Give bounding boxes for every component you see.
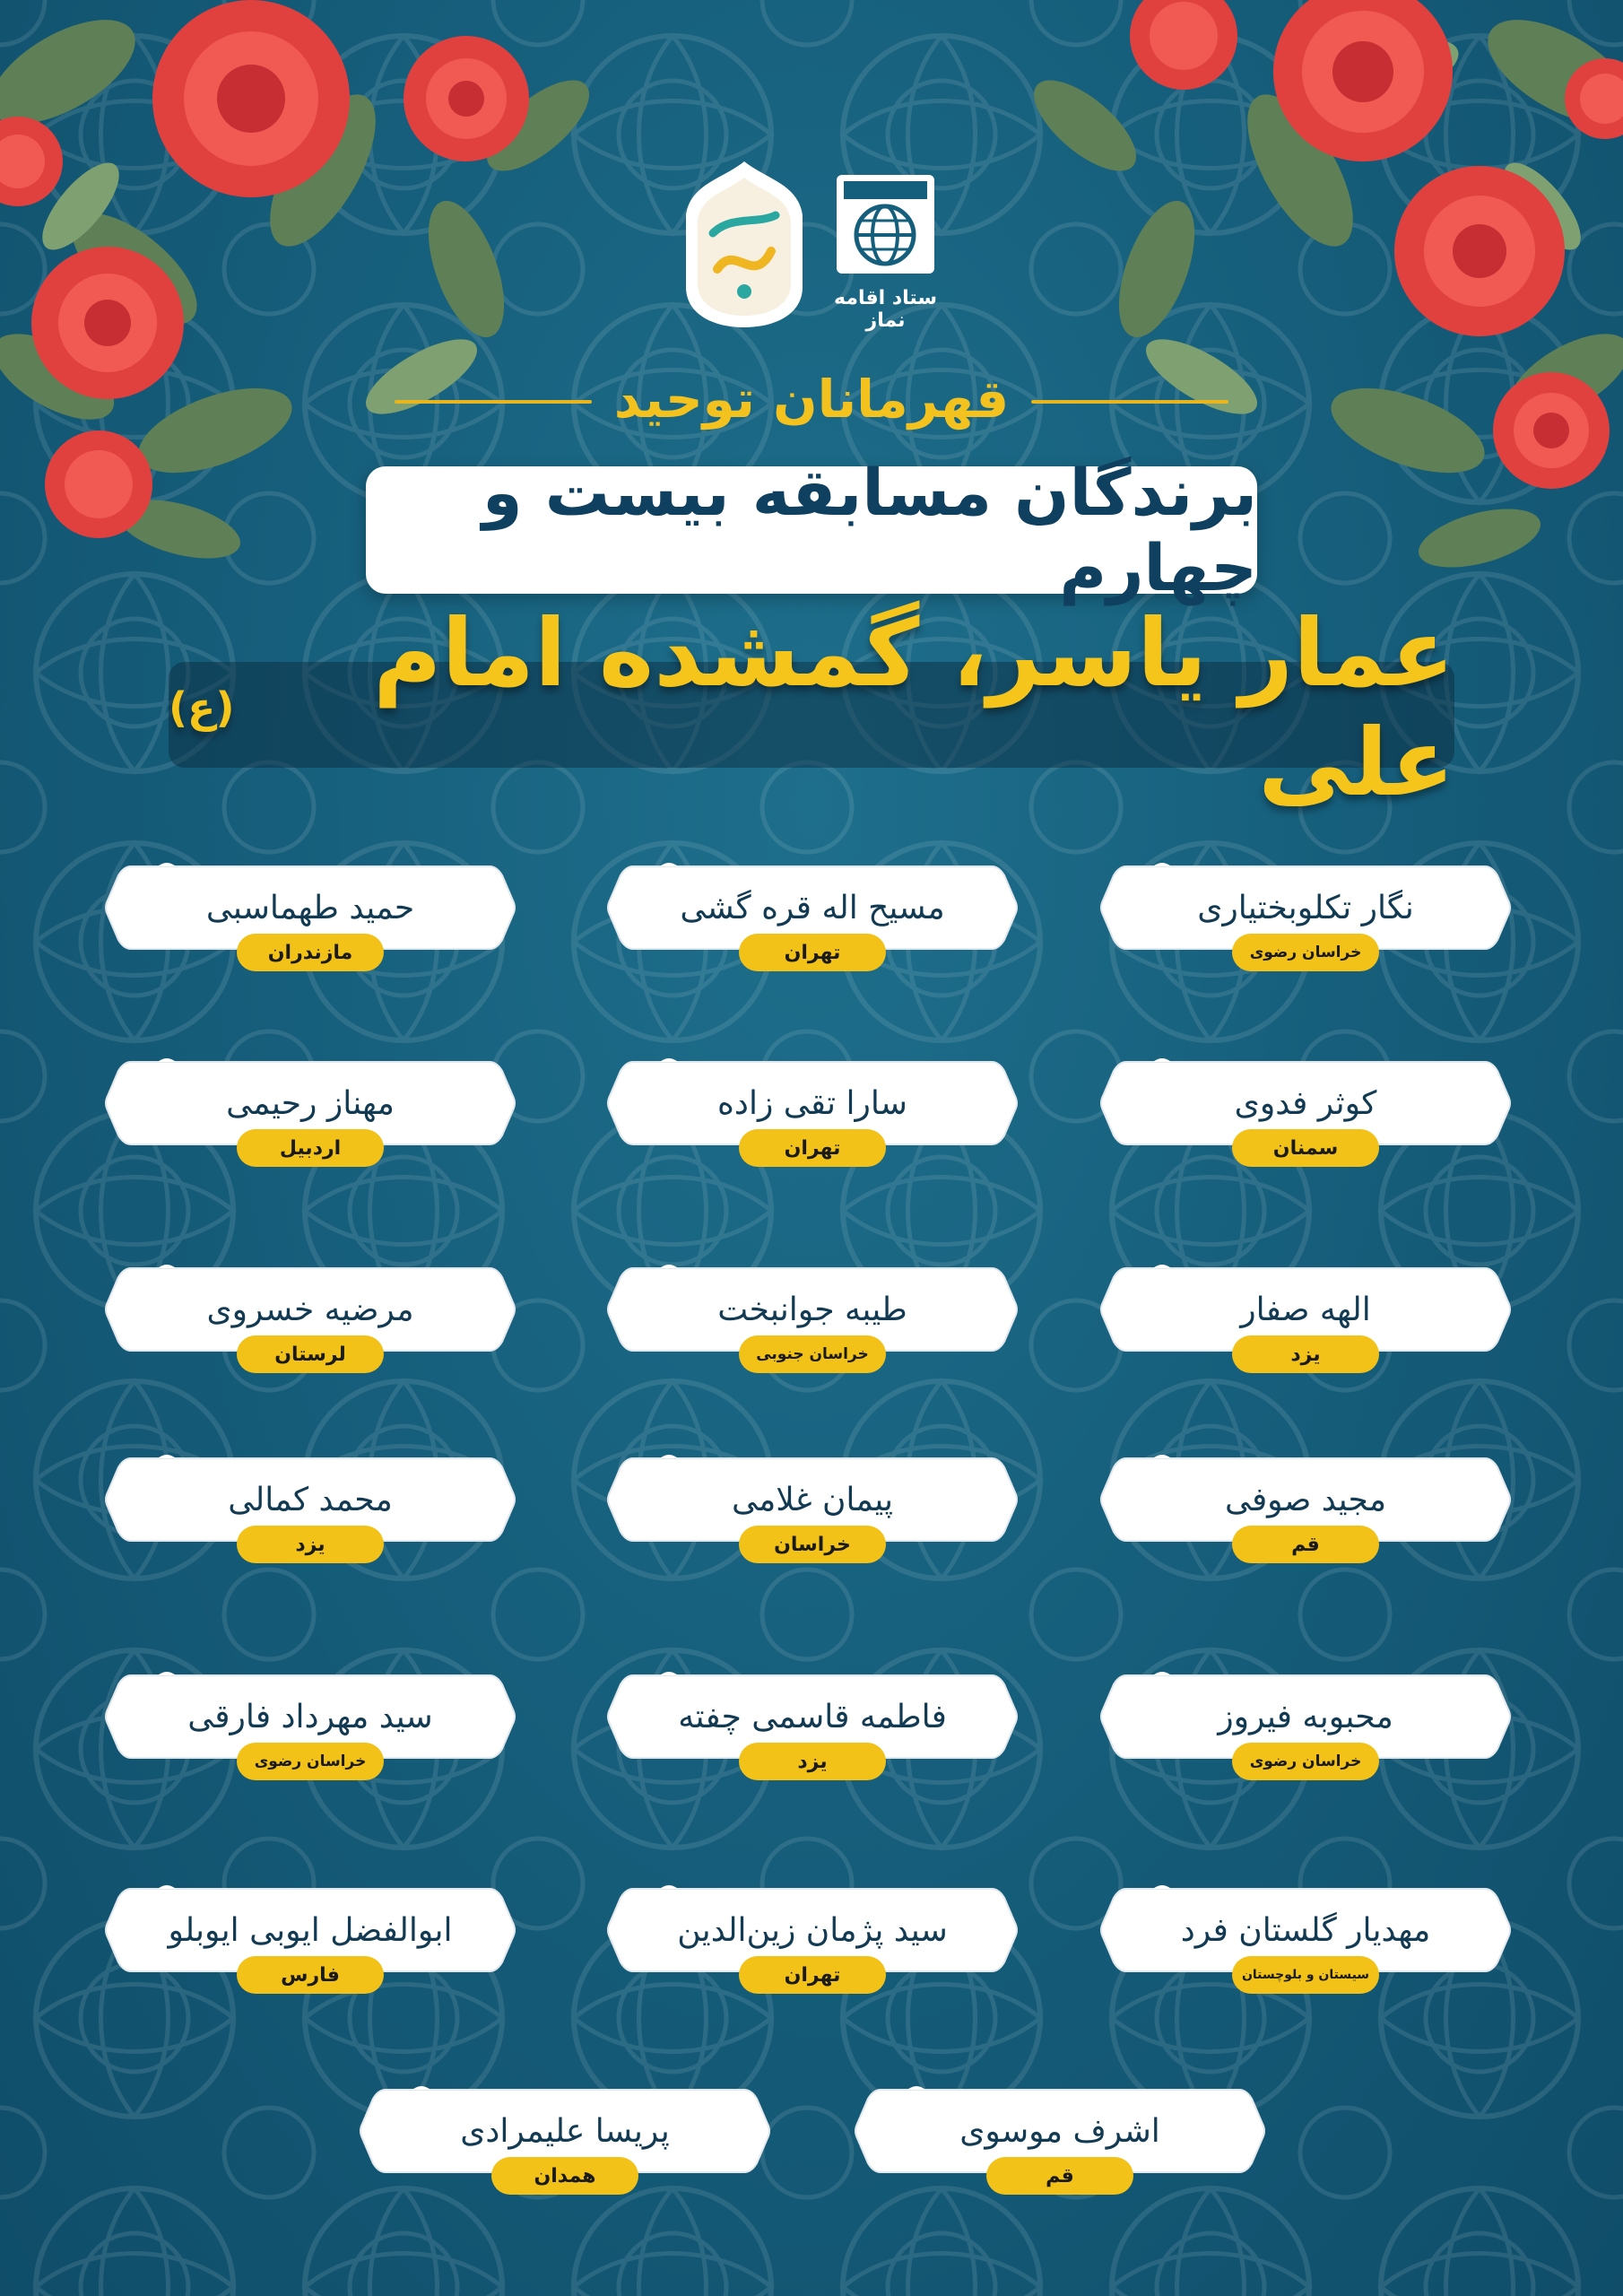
winner-card (606, 1672, 1019, 1806)
province-badge: یزد (1232, 1335, 1379, 1373)
province-badge: لرستان (237, 1335, 384, 1373)
province-badge: خراسان رضوی (1232, 1743, 1379, 1780)
winner-card (1099, 1265, 1512, 1399)
winner-name: حمید طهماسبی (205, 889, 415, 926)
province-badge: مازندران (237, 934, 384, 971)
winner-card (104, 1455, 516, 1589)
page-title (169, 598, 1454, 817)
winner-name: نگار تکلوبختیاری (1197, 889, 1414, 926)
seal-logo-icon (681, 161, 807, 327)
winner-name: فاطمه قاسمی چفته (678, 1698, 947, 1735)
province-badge: خراسان جنوبی (739, 1335, 886, 1373)
winner-card (104, 1885, 516, 2020)
subtitle: برندگان مسابقه بیست و چهارم (482, 455, 1257, 605)
winner-name: الهه صفار (1240, 1291, 1371, 1328)
province-badge: سیستان و بلوچستان (1232, 1956, 1379, 1994)
province-badge: قم (986, 2157, 1133, 2195)
winner-name: اشرف موسوی (959, 2112, 1160, 2150)
winner-card (854, 2086, 1266, 2221)
winner-name: محمد کمالی (228, 1481, 393, 1518)
winner-card (104, 1058, 516, 1193)
province-badge: خراسان رضوی (1232, 934, 1379, 971)
winner-name: مجید صوفی (1224, 1481, 1387, 1518)
province-badge: فارس (237, 1956, 384, 1994)
province-badge: تهران (739, 1129, 886, 1167)
winner-card (104, 863, 516, 997)
province-badge: تهران (739, 934, 886, 971)
globe-logo-icon (829, 170, 942, 283)
province-badge: همدان (491, 2157, 638, 2195)
province-badge: قم (1232, 1526, 1379, 1563)
winner-name: مهدیار گلستان فرد (1180, 1911, 1431, 1949)
winner-card (1099, 863, 1512, 997)
kicker-title: قهرمانان توحید (613, 369, 1010, 430)
winner-card (606, 1885, 1019, 2020)
title-box (169, 598, 1454, 817)
province-badge: تهران (739, 1956, 886, 1994)
winner-card (1099, 1058, 1512, 1193)
winner-card (1099, 1672, 1512, 1806)
organization-name: ستاد اقامه نماز (834, 287, 937, 332)
winner-name: طیبه جوانبخت (717, 1291, 907, 1328)
province-badge: یزد (237, 1526, 384, 1563)
winner-name: مهناز رحیمی (226, 1084, 395, 1122)
winner-name: سید پژمان زین‌الدین (677, 1911, 948, 1949)
organization-logo (829, 170, 942, 332)
province-badge: سمنان (1232, 1129, 1379, 1167)
province-badge: اردبیل (237, 1129, 384, 1167)
winner-card (104, 1672, 516, 1806)
winner-name: پیمان غلامی (731, 1481, 894, 1518)
winner-name: مرضیه خسروی (206, 1291, 414, 1328)
winner-name: کوثر فدوی (1234, 1084, 1377, 1122)
winner-name: محبوبه فیروز (1218, 1698, 1393, 1735)
winner-name: مسیح اله قره گشی (680, 889, 945, 926)
province-badge: خراسان رضوی (237, 1743, 384, 1780)
winner-card (606, 1058, 1019, 1193)
winner-card (1099, 1885, 1512, 2020)
winner-name: پریسا علیمرادی (460, 2112, 670, 2150)
winner-name: ابوالفضل ایوبی ایوبلو (168, 1911, 453, 1949)
province-badge: یزد (739, 1743, 886, 1780)
title-suffix: (ع) (169, 683, 235, 732)
title-text: عمار یاسر، گمشده امام علی (373, 598, 1454, 817)
winner-name: سارا تقی زاده (717, 1084, 907, 1122)
winner-card (1099, 1455, 1512, 1589)
winner-card (606, 1265, 1019, 1399)
winner-card (104, 1265, 516, 1399)
winner-card (606, 1455, 1019, 1589)
subtitle-box (366, 455, 1257, 605)
winner-card (606, 863, 1019, 997)
winner-name: سید مهرداد فارقی (187, 1698, 433, 1735)
province-badge: خراسان (739, 1526, 886, 1563)
winner-card (359, 2086, 771, 2221)
